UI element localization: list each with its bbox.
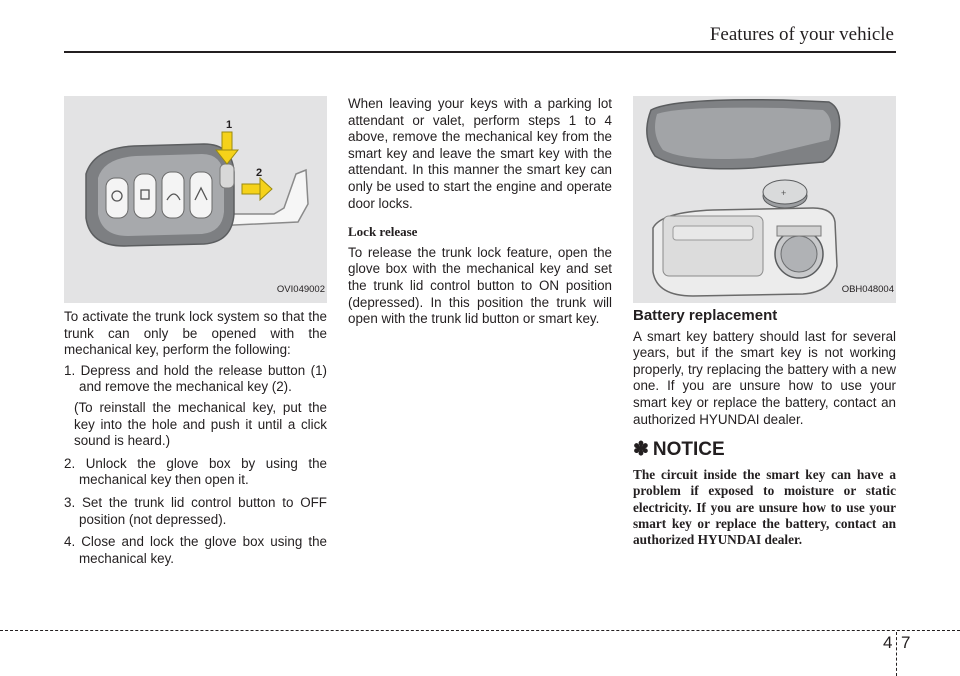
- coin-battery: [763, 180, 807, 208]
- notice-paragraph: The circuit inside the smart key can have a problem if exposed to moisture or static electricity. If you are unsure how to use your smart key or replace the battery, contact an authorized HYUNDAI dealer.: [633, 466, 896, 548]
- smart-key-illustration: [64, 96, 327, 303]
- trunk-lock-steps: [64, 363, 327, 568]
- notice-asterisk-icon: ✽: [633, 439, 649, 461]
- notice-heading: [633, 439, 896, 461]
- lock-release-heading: Lock release: [348, 224, 418, 240]
- right-column: [633, 96, 896, 549]
- step-1-note: (To reinstall the mechanical key, put the key into the hole and push it until a click sound is heard.): [74, 399, 327, 449]
- battery-replacement-paragraph: A smart key battery should last for several years, but if the smart key is not working properly, try replacing the battery with a new one. If you are unsure how to use your smart key or replace the battery, contact an authorized HYUNDAI dealer.: [633, 328, 896, 427]
- callout-1: 1: [226, 119, 233, 131]
- middle-column: [348, 96, 612, 334]
- lock-release-paragraph: To release the trunk lock feature, open the glove box with the mechanical key and set the trunk lid control button to ON position (depressed). In this position the trunk will open with the trunk lid button or smart key.: [348, 244, 612, 327]
- left-column: [64, 96, 327, 573]
- callout-2: 2: [256, 167, 263, 179]
- figure-caption: OVI049002: [276, 284, 325, 296]
- footer-rule: [0, 630, 960, 631]
- valet-paragraph: When leaving your keys with a parking lot attendant or valet, perform steps 1 to 4 above, remove the mechanical key from the smart key and leave the smart key with the attendant. In this manner the smart key can only be used to start the engine and operate door locks.: [348, 96, 612, 211]
- step-4: 4. Close and lock the glove box using the mechanical key.: [64, 534, 327, 566]
- step-2: 2. Unlock the glove box by using the mechanical key then open it.: [64, 455, 327, 488]
- page-number-divider: [896, 632, 897, 676]
- step-1: 1. Depress and hold the release button (1) and remove the mechanical key (2).: [64, 362, 327, 395]
- figure-caption: OBH048004: [841, 284, 894, 296]
- notice-title: NOTICE: [652, 439, 725, 461]
- battery-illustration: [633, 96, 896, 303]
- battery-figure: [633, 96, 896, 303]
- smart-key-figure: [64, 96, 327, 303]
- svg-text:+: +: [781, 188, 787, 198]
- chapter-number: 4: [883, 633, 893, 652]
- step-3: 3. Set the trunk lid control button to OFF position (not depressed).: [64, 494, 327, 527]
- page-number: 7: [901, 633, 911, 652]
- header-rule: [64, 51, 896, 53]
- page-header-title: Features of your vehicle: [709, 24, 894, 45]
- remove-arrow-2: [242, 178, 272, 200]
- trunk-lock-intro: To activate the trunk lock system so that the trunk can only be opened with the mechanical key, perform the following:: [64, 309, 327, 358]
- battery-replacement-heading: Battery replacement: [633, 307, 778, 324]
